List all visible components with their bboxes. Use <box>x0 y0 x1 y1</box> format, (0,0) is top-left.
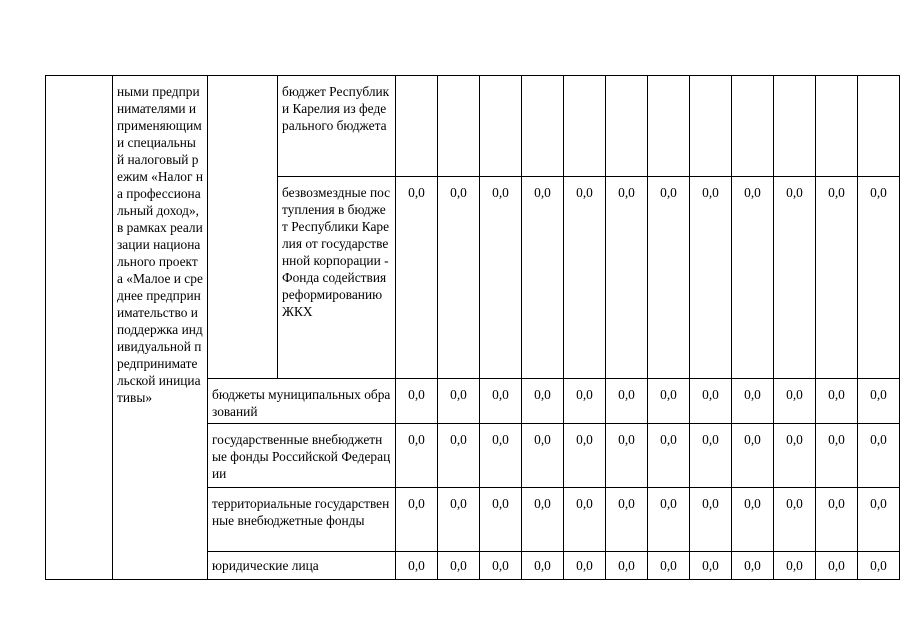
value-cell <box>648 76 690 177</box>
value-cell <box>816 76 858 177</box>
value-cell: 0,0 <box>816 379 858 424</box>
value-cell: 0,0 <box>522 488 564 552</box>
value-cell: 0,0 <box>690 379 732 424</box>
value-cell: 0,0 <box>816 177 858 379</box>
value-cell: 0,0 <box>732 552 774 580</box>
value-cell: 0,0 <box>606 552 648 580</box>
value-cell: 0,0 <box>564 424 606 488</box>
value-cell: 0,0 <box>396 424 438 488</box>
source-group-cell <box>208 76 278 379</box>
value-cell: 0,0 <box>732 379 774 424</box>
table-row <box>46 76 900 177</box>
value-cell: 0,0 <box>774 552 816 580</box>
program-name-cell: ными предпринимателями и применяющими специальный налоговый режим «Налог на профессиональный доход», в рамках реализации национального проекта «Малое и среднее предпринимательство и поддержка индивидуальной предпринимательской инициативы» <box>113 76 208 580</box>
value-cell: 0,0 <box>858 552 900 580</box>
value-cell: 0,0 <box>564 177 606 379</box>
value-cell: 0,0 <box>774 379 816 424</box>
value-cell <box>732 76 774 177</box>
value-cell: 0,0 <box>648 552 690 580</box>
value-cell: 0,0 <box>480 552 522 580</box>
value-cell: 0,0 <box>816 424 858 488</box>
value-cell: 0,0 <box>690 177 732 379</box>
funding-source-label: бюджет Республики Карелия из федерального бюджета <box>278 76 396 177</box>
value-cell: 0,0 <box>732 177 774 379</box>
value-cell: 0,0 <box>522 177 564 379</box>
value-cell: 0,0 <box>858 424 900 488</box>
value-cell: 0,0 <box>606 379 648 424</box>
value-cell: 0,0 <box>396 379 438 424</box>
value-cell: 0,0 <box>690 552 732 580</box>
value-cell: 0,0 <box>606 488 648 552</box>
budget-table <box>45 75 900 580</box>
value-cell: 0,0 <box>606 177 648 379</box>
value-cell: 0,0 <box>690 424 732 488</box>
value-cell: 0,0 <box>564 488 606 552</box>
value-cell: 0,0 <box>480 177 522 379</box>
value-cell: 0,0 <box>732 424 774 488</box>
value-cell: 0,0 <box>732 488 774 552</box>
value-cell: 0,0 <box>396 552 438 580</box>
funding-source-label: территориальные государственные внебюджетные фонды <box>208 488 396 552</box>
value-cell: 0,0 <box>690 488 732 552</box>
funding-source-label: государственные внебюджетные фонды Российской Федерации <box>208 424 396 488</box>
value-cell: 0,0 <box>438 177 480 379</box>
value-cell: 0,0 <box>396 177 438 379</box>
value-cell: 0,0 <box>774 424 816 488</box>
funding-source-label: бюджеты муниципальных образований <box>208 379 396 424</box>
value-cell <box>564 76 606 177</box>
value-cell <box>606 76 648 177</box>
value-cell <box>396 76 438 177</box>
value-cell: 0,0 <box>816 552 858 580</box>
value-cell: 0,0 <box>522 379 564 424</box>
value-cell: 0,0 <box>522 552 564 580</box>
value-cell: 0,0 <box>438 552 480 580</box>
value-cell: 0,0 <box>648 424 690 488</box>
value-cell: 0,0 <box>480 424 522 488</box>
value-cell: 0,0 <box>564 552 606 580</box>
value-cell: 0,0 <box>564 379 606 424</box>
value-cell <box>522 76 564 177</box>
funding-source-label: юридические лица <box>208 552 396 580</box>
value-cell: 0,0 <box>858 379 900 424</box>
value-cell: 0,0 <box>480 379 522 424</box>
value-cell <box>774 76 816 177</box>
value-cell: 0,0 <box>438 379 480 424</box>
value-cell: 0,0 <box>774 488 816 552</box>
value-cell: 0,0 <box>438 488 480 552</box>
value-cell: 0,0 <box>816 488 858 552</box>
value-cell <box>480 76 522 177</box>
value-cell: 0,0 <box>858 177 900 379</box>
value-cell <box>438 76 480 177</box>
value-cell: 0,0 <box>438 424 480 488</box>
value-cell: 0,0 <box>648 177 690 379</box>
value-cell: 0,0 <box>648 379 690 424</box>
value-cell: 0,0 <box>606 424 648 488</box>
value-cell: 0,0 <box>648 488 690 552</box>
value-cell <box>858 76 900 177</box>
value-cell: 0,0 <box>858 488 900 552</box>
budget-table-body <box>46 76 900 580</box>
value-cell: 0,0 <box>774 177 816 379</box>
funding-source-label: безвозмездные поступления в бюджет Республики Карелия от государственной корпорации - Фонда содействия реформированию ЖКХ <box>278 177 396 379</box>
value-cell <box>690 76 732 177</box>
row-number-cell <box>46 76 113 580</box>
value-cell: 0,0 <box>522 424 564 488</box>
value-cell: 0,0 <box>480 488 522 552</box>
value-cell: 0,0 <box>396 488 438 552</box>
